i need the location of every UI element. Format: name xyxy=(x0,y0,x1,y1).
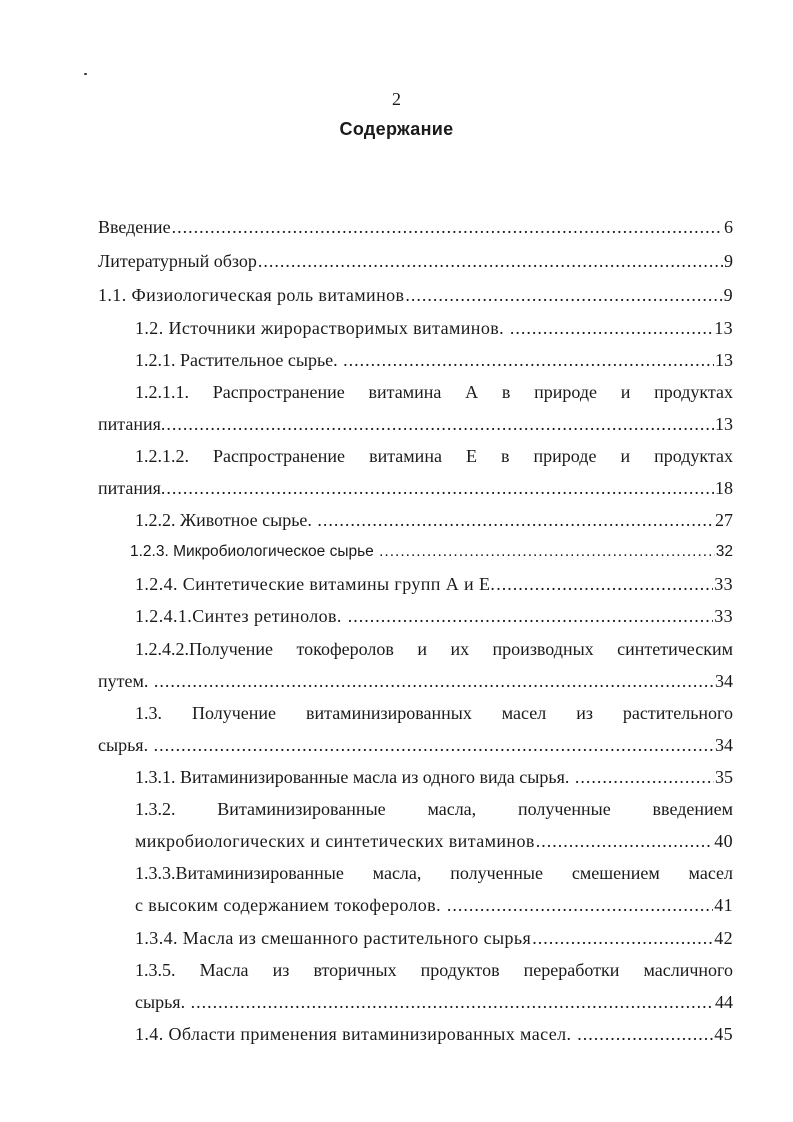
toc-page-number: 9 xyxy=(723,285,733,305)
page-title: Содержание xyxy=(339,119,454,139)
toc-entry-1-3-5-line1[interactable]: 1.3.5. Масла из вторичных продуктов переработки масличного xyxy=(135,960,733,980)
toc-entry-1-2-2[interactable] xyxy=(135,507,733,533)
dot-leader xyxy=(405,282,722,308)
toc-entry-1-2-1[interactable] xyxy=(135,347,733,373)
toc-entry-text: питания. xyxy=(98,414,166,434)
toc-entry-intro[interactable] xyxy=(98,214,733,240)
toc-entry-text: микробиологических и синтетических витаминов xyxy=(135,831,535,851)
toc-page-number: 42 xyxy=(714,928,733,948)
toc-entry-text: с высоким содержанием токоферолов. xyxy=(135,895,446,915)
toc-page-number: 34 xyxy=(715,671,733,691)
toc-page-number: 33 xyxy=(714,606,733,626)
toc-entry-text: Введение xyxy=(98,217,171,237)
toc-entry-text: сырья. xyxy=(98,735,153,755)
toc-entry-1-3-2[interactable] xyxy=(135,828,733,854)
dot-leader xyxy=(166,411,714,437)
toc-entry-1-2-1-2-line1[interactable]: 1.2.1.2. Распространение витамина Е в природе и продуктах xyxy=(135,446,733,466)
toc-page-number: 33 xyxy=(714,574,733,594)
toc-entry-text: питания. xyxy=(98,478,166,498)
toc-entry-1-2-1-2[interactable] xyxy=(98,475,733,501)
toc-entry-text: 1.2.4.1.Синтез ретинолов. xyxy=(135,606,347,626)
toc-entry-text: 1.2. Источники жирорастворимых витаминов. xyxy=(135,318,509,338)
toc-entry-1-3-3-line1[interactable]: 1.3.3.Витаминизированные масла, полученные смешением масел xyxy=(135,863,733,883)
toc-page-number: 41 xyxy=(714,895,733,915)
dot-leader xyxy=(166,475,714,501)
dot-leader xyxy=(317,507,714,533)
toc-page-number: 13 xyxy=(715,414,733,434)
toc-entry-text: путем. xyxy=(98,671,153,691)
toc-entry-text: 1.2.2. Животное сырье. xyxy=(135,510,317,530)
dot-leader xyxy=(532,925,713,951)
toc-entry-text: 1.4. Области применения витаминизированных масел. xyxy=(135,1024,577,1044)
dot-leader xyxy=(510,315,713,341)
toc-entry-1-3-1[interactable] xyxy=(135,764,733,790)
toc-entry-1-2-3[interactable] xyxy=(130,539,733,565)
dot-leader xyxy=(191,989,714,1015)
toc-entry-text: 1.3.4. Масла из смешанного растительного сырья xyxy=(135,928,532,948)
dot-leader xyxy=(575,764,714,790)
toc-entry-1-2-1-1[interactable] xyxy=(98,411,733,437)
toc-entry-text: 1.2.4. Синтетические витамины групп А и Е. xyxy=(135,574,496,594)
toc-page-number: 32 xyxy=(715,543,733,560)
dot-leader xyxy=(258,248,723,274)
toc-entry-1-4[interactable] xyxy=(135,1021,733,1047)
toc-entry-text: 1.3.1. Витаминизированные масла из одного вида сырья. xyxy=(135,767,574,787)
toc-entry-text: сырья. xyxy=(135,992,190,1012)
toc-entry-1-3[interactable] xyxy=(98,732,733,758)
toc-entry-1-2-1-1-line1[interactable]: 1.2.1.1. Распространение витамина А в природе и продуктах xyxy=(135,382,733,402)
dot-leader xyxy=(447,892,713,918)
toc-page-number: 35 xyxy=(715,767,733,787)
dot-leader xyxy=(379,539,715,565)
page-number: 2 xyxy=(392,89,401,109)
toc-page-number: 13 xyxy=(714,318,733,338)
dot-leader xyxy=(172,214,723,240)
toc-page-number: 34 xyxy=(715,735,733,755)
toc-entry-text: 1.2.3. Микробиологическое сырье xyxy=(130,543,379,560)
dot-leader xyxy=(496,571,713,597)
toc-entry-1-2-4-1[interactable] xyxy=(135,603,733,629)
dot-leader xyxy=(577,1021,713,1047)
toc-page-number: 18 xyxy=(715,478,733,498)
toc-entry-1-1[interactable] xyxy=(98,282,733,308)
toc-entry-1-3-5[interactable] xyxy=(135,989,733,1015)
toc-page-number: 9 xyxy=(724,251,733,271)
toc-entry-1-2-4-2-line1[interactable]: 1.2.4.2.Получение токоферолов и их производных синтетическим xyxy=(135,639,733,659)
toc-page-number: 44 xyxy=(715,992,733,1012)
toc-page-number: 13 xyxy=(715,350,733,370)
toc-page-number: 40 xyxy=(714,831,733,851)
dot-leader xyxy=(343,347,714,373)
toc-entry-1-3-line1[interactable]: 1.3. Получение витаминизированных масел из растительного xyxy=(135,703,733,723)
toc-entry-1-2[interactable] xyxy=(135,315,733,341)
toc-page-number: 45 xyxy=(714,1024,733,1044)
toc-entry-text: 1.2.1. Растительное сырье. xyxy=(135,350,343,370)
toc-entry-1-2-4[interactable] xyxy=(135,571,733,597)
dot-leader xyxy=(154,668,714,694)
dot-leader xyxy=(536,828,713,854)
toc-page-number: 6 xyxy=(724,217,733,237)
toc-entry-1-3-4[interactable] xyxy=(135,925,733,951)
toc-entry-1-2-4-2[interactable] xyxy=(98,668,733,694)
toc-entry-text: Литературный обзор xyxy=(98,251,257,271)
toc-entry-review[interactable] xyxy=(98,248,733,274)
toc-entry-1-3-3[interactable] xyxy=(135,892,733,918)
dot-leader xyxy=(154,732,714,758)
toc-entry-1-3-2-line1[interactable]: 1.3.2. Витаминизированные масла, полученные введением xyxy=(135,799,733,819)
toc-page-number: 27 xyxy=(715,510,733,530)
dot-leader xyxy=(348,603,713,629)
toc-entry-text: 1.1. Физиологическая роль витаминов xyxy=(98,285,405,305)
